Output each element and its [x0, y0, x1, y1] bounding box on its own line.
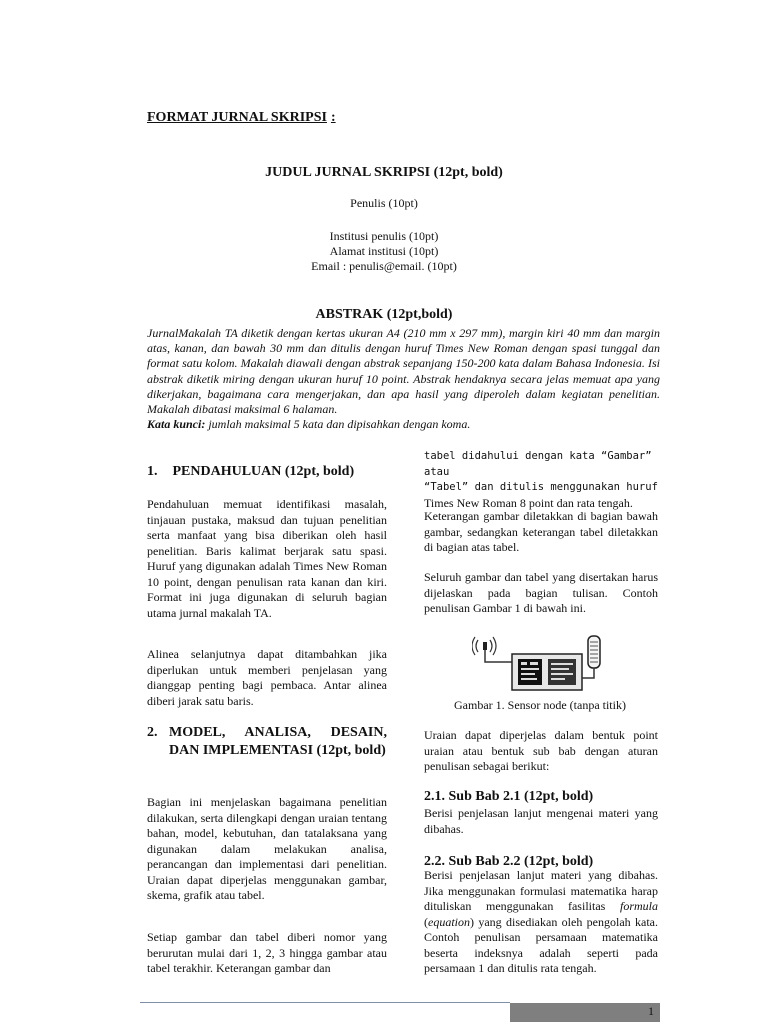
section-2-paragraph-1: Bagian ini menjelaskan bagaimana penelitian dilakukan, serta dilengkapi dengan uraian tentang bahan, model, kebutuhan, dan tatalaksana yang digunakan dalam melakukan analisa, perancangan dan implementasi dari penelitian. Uraian dapat diperjelas menggunakan gambar, skema, grafik atau tabel. — [147, 795, 387, 902]
author-line: Penulis (10pt) — [350, 196, 418, 210]
page-number: 1 — [648, 1004, 654, 1018]
format-title-colon: : — [330, 110, 336, 125]
keywords-label: Kata kunci: — [147, 417, 206, 432]
subsection-2-2-body — [424, 868, 658, 977]
abstract-body — [147, 326, 660, 432]
keywords-text: jumlah maksimal 5 kata dan dipisahkan dengan koma. — [208, 417, 471, 432]
section-1-title: PENDAHULUAN (12pt, bold) — [172, 464, 355, 479]
format-title-text: FORMAT JURNAL SKRIPSI — [147, 110, 327, 125]
figure-caption: Gambar 1. Sensor node (tanpa titik) — [454, 698, 626, 712]
right-paragraph-4: Uraian dapat diperjelas dalam bentuk point uraian atau bentuk sub bab dengan aturan penulisan sebagai berikut: — [424, 728, 658, 773]
journal-title: JUDUL JURNAL SKRIPSI (12pt, bold) — [265, 165, 503, 180]
email-line: Email : penulis@email. (10pt) — [311, 259, 457, 273]
abstract-heading: ABSTRAK (12pt,bold) — [315, 307, 453, 322]
section-2-heading — [147, 724, 407, 760]
address-line: Alamat institusi (10pt) — [329, 244, 439, 258]
sensor-node-image — [472, 632, 604, 694]
section-2-title: MODEL, ANALISA, DESAIN, DAN IMPLEMENTASI (12pt, bold) — [169, 725, 387, 758]
right-p1-line-2: “Tabel” dan ditulis menggunakan huruf — [424, 481, 658, 493]
abstract-text: JurnalMakalah TA diketik dengan kertas ukuran A4 (210 mm x 297 mm), margin kiri 40 mm dan margin atas, kanan, dan bawah 30 mm dan ditulis dengan huruf Times New Roman dengan spasi tunggal dan format satu kolom. Makalah diawali dengan abstrak sepanjang 150-200 kata dalam Bahasa Indonesia. Isi abstrak diketik miring dengan ukuran huruf 10 point. Abstrak hendaknya secara jelas memuat apa yang dikerjakan, bagaimana cara mengerjakan, dan apa hasil yang diperoleh dalam kegiatan penelitian. Makalah dibatasi maksimal 6 halaman. — [147, 326, 660, 417]
section-1-paragraph-2: Alinea selanjutnya dapat ditambahkan jika diperlukan untuk memberi penjelasan yang dianggap penting bagi pembaca. Antar alinea diberi jarak satu baris. — [147, 647, 387, 708]
section-2-paragraph-2: Setiap gambar dan tabel diberi nomor yang berurutan mulai dari 1, 2, 3 hingga gambar atau tabel terakhir. Keterangan gambar dan — [147, 930, 387, 975]
subsection-2-1-title: 2.1. Sub Bab 2.1 (12pt, bold) — [424, 789, 594, 804]
right-paragraph-2: Keterangan gambar diletakkan di bagian bawah gambar, sedangkan keterangan tabel diletakkan di bagian atas tabel. — [424, 509, 658, 554]
institution-line: Institusi penulis (10pt) — [329, 229, 439, 243]
institution-block — [0, 229, 768, 274]
section-2-number: 2. — [147, 725, 158, 740]
section-1-heading — [147, 463, 407, 481]
format-title — [147, 110, 336, 126]
sub2-paren-open: ( — [424, 914, 428, 929]
subsection-2-2-title: 2.2. Sub Bab 2.2 (12pt, bold) — [424, 854, 594, 869]
sub2-text-a: Berisi penjelasan lanjut materi yang dibahas. Jika menggunakan formulasi matematika harap dituliskan menggunakan fasilitas — [424, 868, 658, 913]
sub2-text-b: ) yang disediakan oleh pengolah kata. Contoh penulisan persamaan matematika beserta indeksnya adalah seperti pada persamaan 1 dan ditulis rata tengah. — [424, 914, 658, 975]
section-1-paragraph-1: Pendahuluan memuat identifikasi masalah, tinjauan pustaka, maksud dan tujuan penelitian serta manfaat yang bisa diberikan oleh hasil penelitian. Baris kalimat berjarak satu spasi. Huruf yang digunakan adalah Times New Roman 10 point, dengan penulisan rata kanan dan kiri. Format ini juga digunakan di seluruh bagian utama jurnal makalah TA. — [147, 497, 387, 620]
sensor-node-figure — [472, 632, 604, 694]
sub2-equation: equation — [428, 914, 470, 929]
right-paragraph-3: Seluruh gambar dan tabel yang disertakan harus dijelaskan pada bagian tulisan. Contoh penulisan Gambar 1 di bawah ini. — [424, 570, 658, 615]
right-p1-line-1: tabel didahului dengan kata “Gambar” atau — [424, 450, 652, 478]
footer-rule — [140, 1002, 510, 1003]
sub2-formula: formula — [619, 899, 658, 913]
right-p1-line-3: Times New Roman 8 point dan rata tengah. — [424, 495, 633, 510]
subsection-2-1-body: Berisi penjelasan lanjut mengenai materi yang dibahas. — [424, 806, 658, 836]
section-1-number: 1. — [147, 464, 158, 479]
right-paragraph-1 — [424, 449, 664, 511]
